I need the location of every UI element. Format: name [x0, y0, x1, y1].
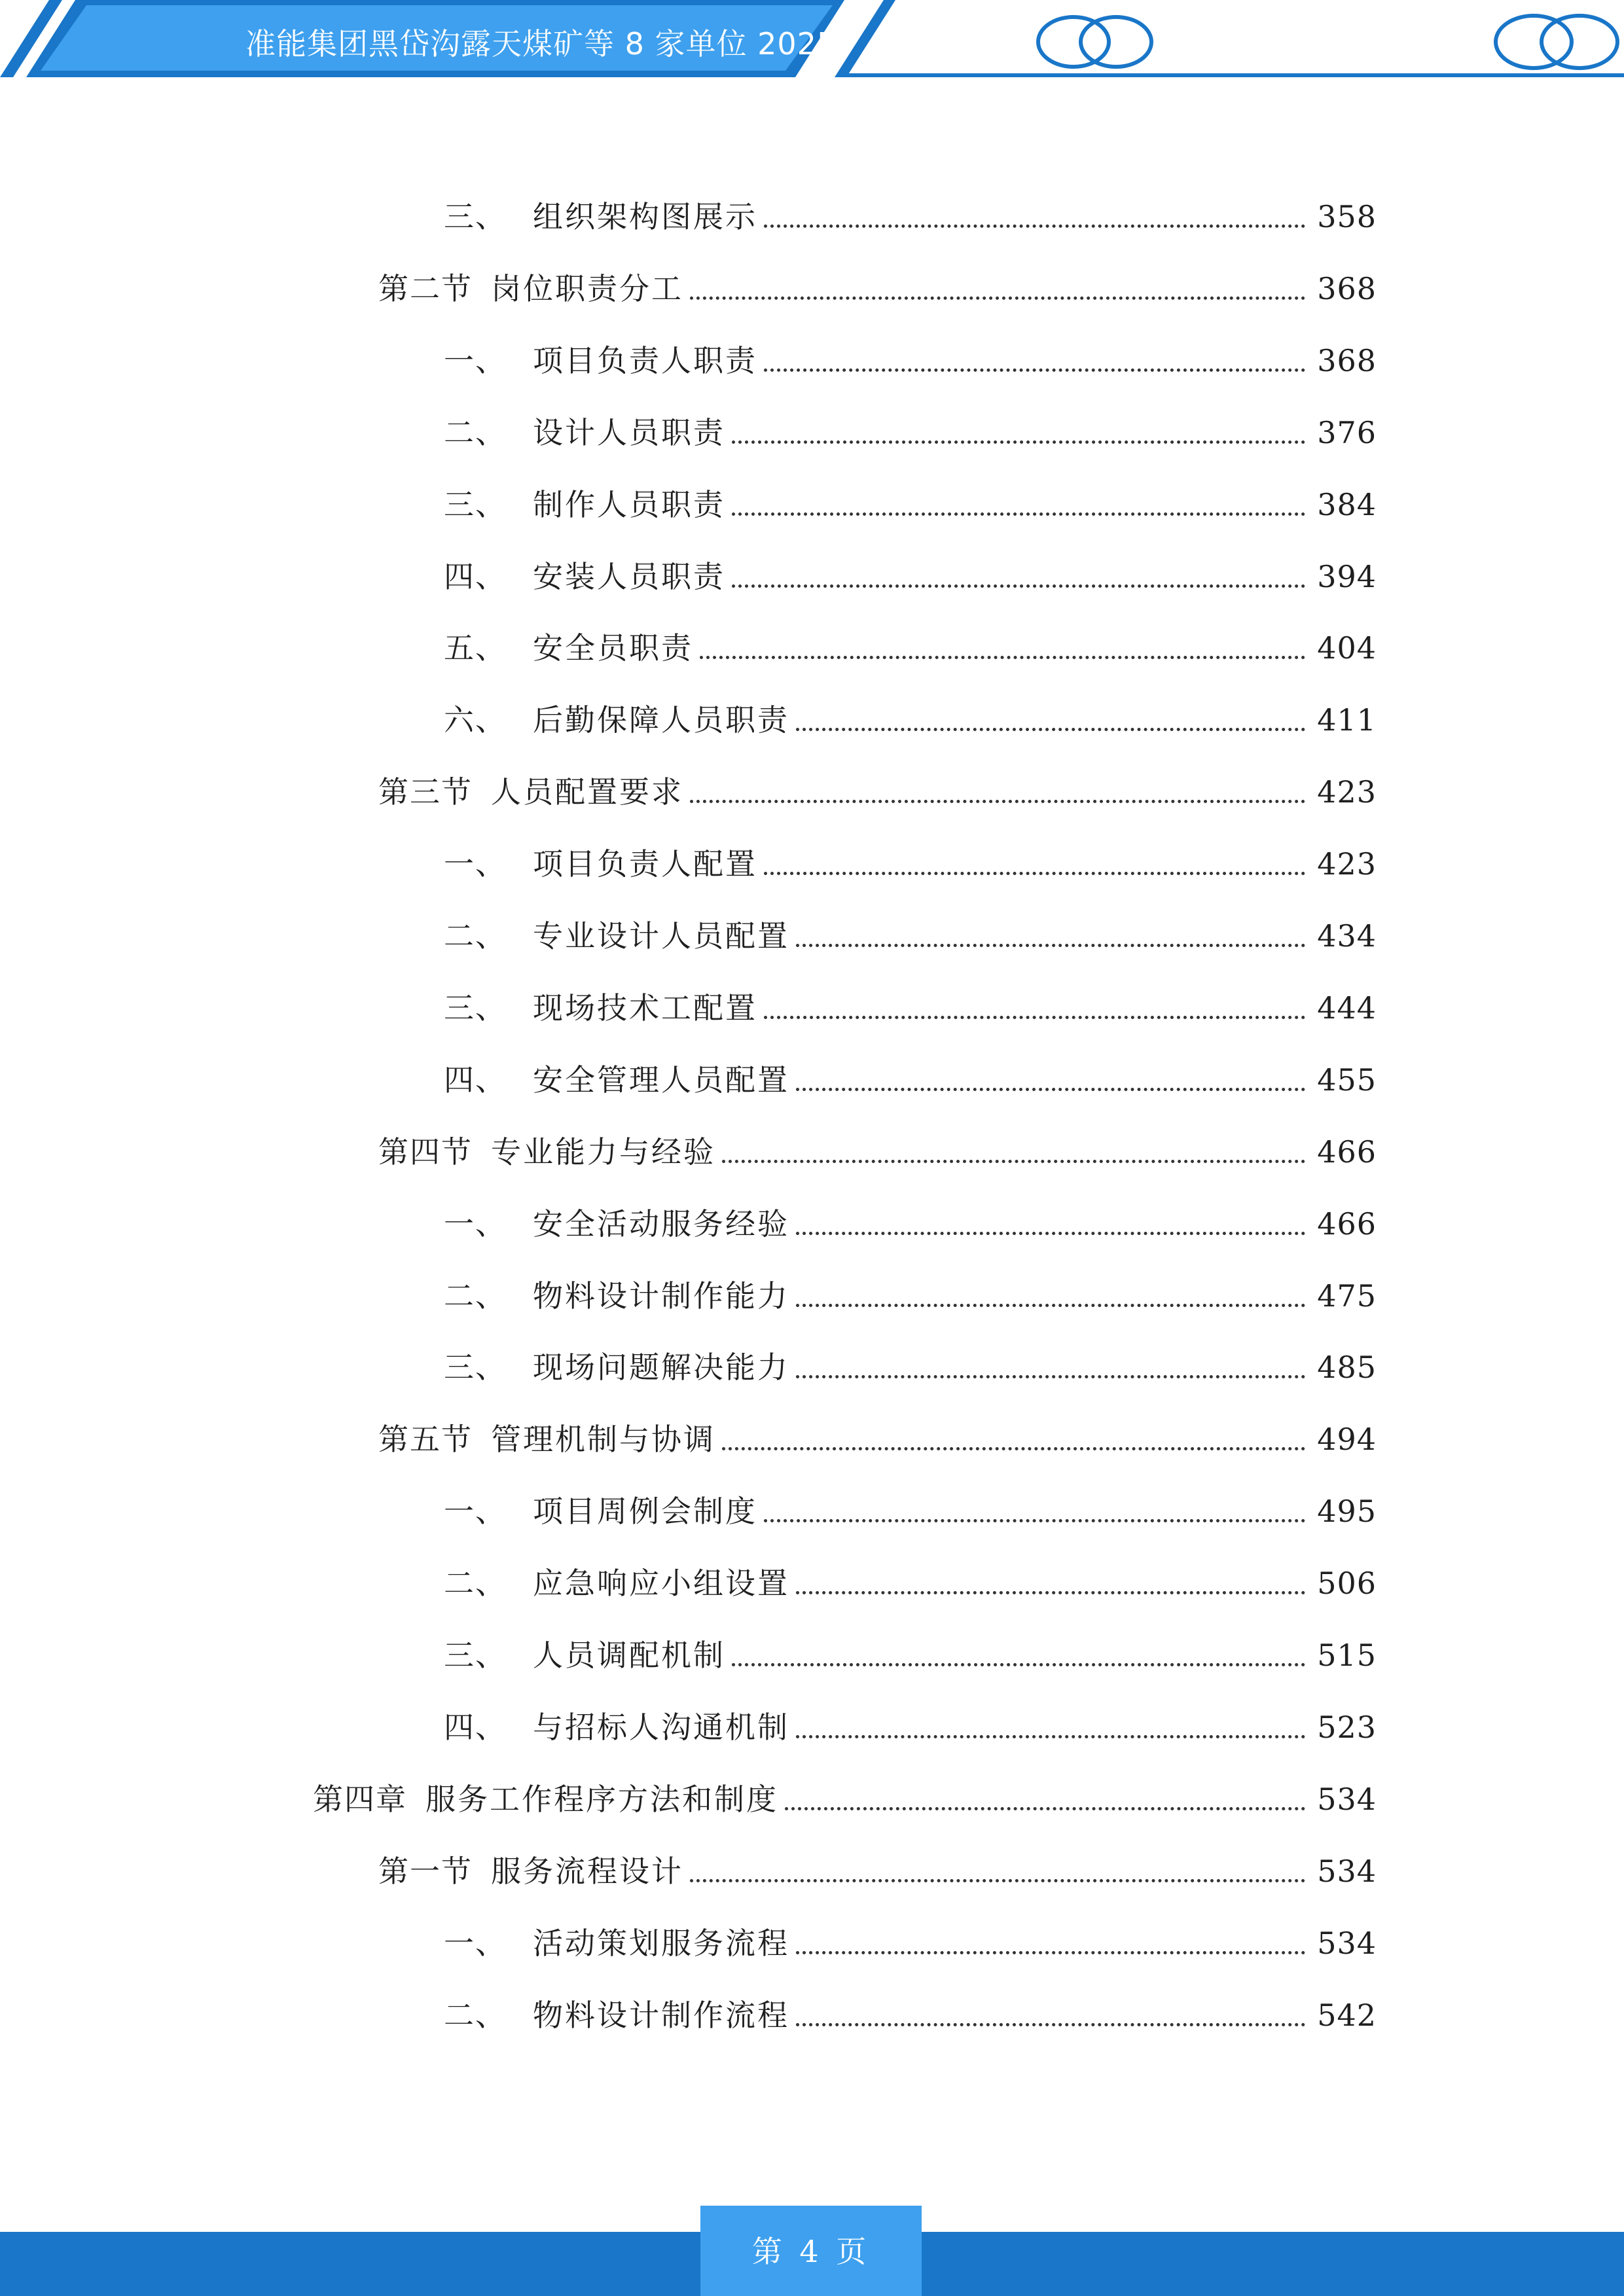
- toc-entry-label: [444, 478, 729, 531]
- header-rule: [844, 73, 1624, 77]
- toc-entry-title: 现场问题解决能力: [533, 1350, 789, 1385]
- toc-entry-label: [313, 1773, 782, 1825]
- toc-entry-page: 466: [1308, 1126, 1377, 1178]
- toc-entry-page: 506: [1308, 1557, 1377, 1609]
- rings-logo-icon-right: [1496, 16, 1617, 68]
- toc-dot-leader: [796, 1304, 1305, 1307]
- toc-entry-number: 三、: [444, 1350, 507, 1385]
- toc-entry-page: 358: [1308, 190, 1377, 243]
- toc-entry[interactable]: [0, 550, 1624, 603]
- toc-entry[interactable]: [0, 910, 1624, 962]
- toc-entry-number: 二、: [444, 1998, 507, 2033]
- toc-dot-leader: [732, 1663, 1305, 1666]
- toc-entry-number: 第四章: [313, 1782, 407, 1817]
- toc-entry[interactable]: [0, 1054, 1624, 1106]
- toc-entry-label: [444, 1917, 793, 1969]
- toc-entry[interactable]: [0, 694, 1624, 746]
- toc-dot-leader: [796, 1088, 1305, 1091]
- toc-entry[interactable]: [0, 1270, 1624, 1322]
- toc-entry-label: [444, 1485, 761, 1537]
- toc-entry-page: 368: [1308, 262, 1377, 315]
- toc-entry-page: 411: [1308, 694, 1377, 746]
- toc-entry-label: [444, 550, 729, 603]
- toc-entry-number: 三、: [444, 990, 507, 1026]
- toc-dot-leader: [796, 1735, 1305, 1738]
- toc-entry-title: 人员配置要求: [491, 774, 683, 810]
- toc-entry-title: 专业能力与经验: [491, 1134, 715, 1170]
- toc-dot-leader: [796, 2023, 1305, 2026]
- toc-entry-label: [378, 1845, 687, 1897]
- toc-dot-leader: [764, 872, 1305, 875]
- toc-entry[interactable]: [0, 1701, 1624, 1753]
- toc-entry[interactable]: [0, 262, 1624, 315]
- toc-entry-page: 404: [1308, 622, 1377, 674]
- toc-entry-number: 一、: [444, 846, 507, 882]
- toc-entry-number: 一、: [444, 1494, 507, 1529]
- toc-entry-title: 设计人员职责: [533, 415, 725, 450]
- header-stripe-right: [835, 0, 895, 77]
- toc-entry-label: [444, 1557, 793, 1609]
- toc-entry-page: 534: [1308, 1773, 1377, 1825]
- toc-entry-page: 423: [1308, 838, 1377, 890]
- toc-dot-leader: [732, 512, 1305, 516]
- rings-logo-icon: [1038, 17, 1151, 67]
- toc-entry-number: 一、: [444, 343, 507, 378]
- toc-entry-page: 485: [1308, 1341, 1377, 1393]
- toc-entry-number: 六、: [444, 702, 507, 738]
- toc-entry-title: 物料设计制作流程: [533, 1998, 789, 2033]
- toc-entry[interactable]: [0, 1485, 1624, 1537]
- toc-entry-number: 二、: [444, 415, 507, 450]
- toc-dot-leader: [796, 1951, 1305, 1954]
- toc-entry-title: 现场技术工配置: [533, 990, 757, 1026]
- toc-dot-leader: [700, 656, 1305, 659]
- toc-dot-leader: [796, 1591, 1305, 1594]
- toc-entry-label: [444, 1701, 793, 1753]
- toc-entry[interactable]: [0, 406, 1624, 459]
- toc-entry-label: [444, 838, 761, 890]
- page-number: 第 4 页: [751, 2234, 871, 2269]
- toc-entry-label: [378, 262, 687, 315]
- toc-dot-leader: [690, 296, 1305, 300]
- toc-dot-leader: [796, 944, 1305, 947]
- toc-entry-label: [444, 190, 761, 243]
- toc-entry-page: 384: [1308, 478, 1377, 531]
- toc-dot-leader: [785, 1807, 1305, 1810]
- toc-entry-page: 466: [1308, 1198, 1377, 1250]
- toc-entry-label: [444, 334, 761, 387]
- toc-entry-page: 376: [1308, 406, 1377, 459]
- toc-dot-leader: [796, 1232, 1305, 1235]
- toc-entry[interactable]: [0, 1341, 1624, 1393]
- toc-entry-title: 专业设计人员配置: [533, 918, 789, 954]
- toc-entry-title: 人员调配机制: [533, 1638, 725, 1673]
- toc-entry-label: [444, 694, 793, 746]
- toc-entry-label: [444, 910, 793, 962]
- toc-entry[interactable]: [0, 478, 1624, 531]
- toc-entry-label: [378, 766, 687, 818]
- toc-entry-number: 第一节: [378, 1854, 473, 1889]
- toc-entry-page: 495: [1308, 1485, 1377, 1537]
- toc-entry-title: 安全管理人员配置: [533, 1062, 789, 1098]
- toc-entry-page: 515: [1308, 1629, 1377, 1681]
- toc-dot-leader: [732, 584, 1305, 588]
- toc-entry-number: 四、: [444, 1062, 507, 1098]
- toc-dot-leader: [764, 368, 1305, 372]
- toc-entry-number: 一、: [444, 1926, 507, 1961]
- toc-entry-page: 368: [1308, 334, 1377, 387]
- toc-entry-page: 455: [1308, 1054, 1377, 1106]
- page-header: [0, 0, 1624, 92]
- toc-entry-page: 423: [1308, 766, 1377, 818]
- toc-entry[interactable]: [0, 334, 1624, 387]
- toc-entry-number: 第二节: [378, 271, 473, 306]
- toc-entry[interactable]: [0, 622, 1624, 674]
- toc-entry-number: 三、: [444, 199, 507, 234]
- toc-entry-title: 岗位职责分工: [491, 271, 683, 306]
- toc-entry-number: 四、: [444, 559, 507, 594]
- toc-entry[interactable]: [0, 190, 1624, 243]
- toc-entry-number: 第三节: [378, 774, 473, 810]
- toc-entry-page: 434: [1308, 910, 1377, 962]
- toc-entry-title: 应急响应小组设置: [533, 1566, 789, 1601]
- toc-entry-label: [444, 1341, 793, 1393]
- toc-entry-page: 494: [1308, 1413, 1377, 1465]
- toc-entry[interactable]: [0, 1413, 1624, 1465]
- toc-entry-page: 475: [1308, 1270, 1377, 1322]
- toc-dot-leader: [764, 1519, 1305, 1522]
- toc-entry-number: 三、: [444, 487, 507, 522]
- toc-entry-title: 管理机制与协调: [491, 1422, 715, 1457]
- toc-entry-number: 第五节: [378, 1422, 473, 1457]
- toc-entry[interactable]: [0, 766, 1624, 818]
- document-title: 准能集团黑岱沟露天煤矿等 8 家单位 2025: [245, 26, 837, 62]
- toc-entry[interactable]: [0, 1845, 1624, 1897]
- toc-entry[interactable]: [0, 1126, 1624, 1178]
- toc-entry-title: 项目负责人配置: [533, 846, 757, 882]
- toc-entry-title: 制作人员职责: [533, 487, 725, 522]
- toc-entry-title: 物料设计制作能力: [533, 1278, 789, 1314]
- toc-entry-number: 二、: [444, 918, 507, 954]
- toc-entry-title: 后勤保障人员职责: [533, 702, 789, 738]
- toc-dot-leader: [732, 440, 1305, 444]
- toc-entry-title: 组织架构图展示: [533, 199, 757, 234]
- toc-entry-label: [444, 1198, 793, 1250]
- toc-entry-label: [444, 982, 761, 1034]
- toc-entry[interactable]: [0, 982, 1624, 1034]
- toc-entry-label: [444, 1270, 793, 1322]
- toc-entry[interactable]: [0, 1629, 1624, 1681]
- toc-entry[interactable]: [0, 1917, 1624, 1969]
- toc-entry[interactable]: [0, 1989, 1624, 2041]
- toc-entry-page: 444: [1308, 982, 1377, 1034]
- toc-entry[interactable]: [0, 1198, 1624, 1250]
- toc-entry-label: [378, 1126, 719, 1178]
- toc-entry-number: 一、: [444, 1206, 507, 1242]
- toc-entry-label: [444, 622, 697, 674]
- toc-entry-title: 安装人员职责: [533, 559, 725, 594]
- toc-entry-page: 394: [1308, 550, 1377, 603]
- toc-dot-leader: [690, 800, 1305, 803]
- toc-dot-leader: [796, 1375, 1305, 1378]
- toc-entry-page: 534: [1308, 1845, 1377, 1897]
- toc-dot-leader: [764, 224, 1305, 228]
- toc-entry-label: [444, 1054, 793, 1106]
- toc-entry-label: [444, 1629, 729, 1681]
- toc-dot-leader: [764, 1016, 1305, 1019]
- toc-entry-title: 安全活动服务经验: [533, 1206, 789, 1242]
- toc-entry-number: 二、: [444, 1566, 507, 1601]
- toc-entry-title: 活动策划服务流程: [533, 1926, 789, 1961]
- toc-entry[interactable]: [0, 1557, 1624, 1609]
- toc-entry-label: [444, 406, 729, 459]
- toc-entry-title: 项目周例会制度: [533, 1494, 757, 1529]
- toc-entry-page: 534: [1308, 1917, 1377, 1969]
- toc-dot-leader: [796, 728, 1305, 731]
- toc-entry-page: 542: [1308, 1989, 1377, 2041]
- toc-dot-leader: [722, 1160, 1305, 1163]
- toc-entry-number: 四、: [444, 1710, 507, 1745]
- toc-dot-leader: [690, 1879, 1305, 1882]
- toc-entry-page: 523: [1308, 1701, 1377, 1753]
- toc-entry-title: 服务工作程序方法和制度: [425, 1782, 778, 1817]
- toc-entry-title: 项目负责人职责: [533, 343, 757, 378]
- toc-entry[interactable]: [0, 1773, 1624, 1825]
- toc-entry-number: 二、: [444, 1278, 507, 1314]
- toc-entry-title: 服务流程设计: [491, 1854, 683, 1889]
- toc-entry-title: 与招标人沟通机制: [533, 1710, 789, 1745]
- toc-entry-number: 五、: [444, 630, 507, 666]
- toc-entry-number: 三、: [444, 1638, 507, 1673]
- toc-entry[interactable]: [0, 838, 1624, 890]
- toc-dot-leader: [722, 1447, 1305, 1450]
- toc-entry-title: 安全员职责: [533, 630, 693, 666]
- toc-entry-number: 第四节: [378, 1134, 473, 1170]
- toc-entry-label: [444, 1989, 793, 2041]
- toc-entry-label: [378, 1413, 719, 1465]
